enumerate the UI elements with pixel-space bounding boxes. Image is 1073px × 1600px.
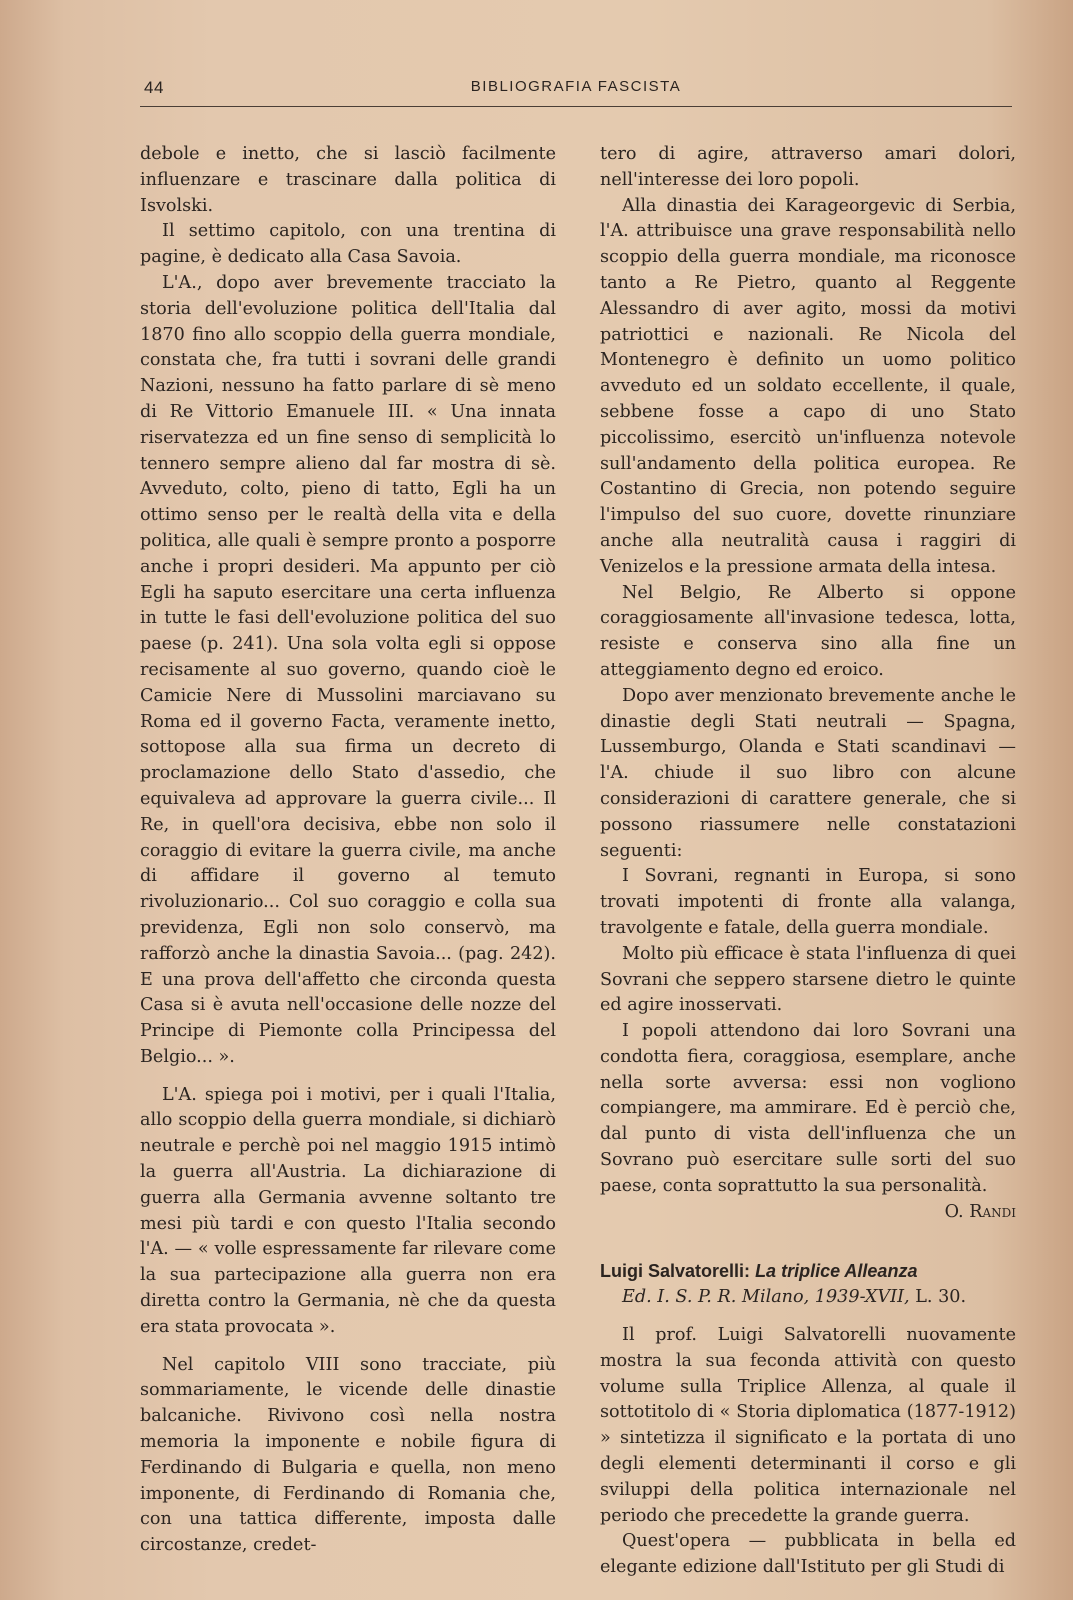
left-column [140, 142, 556, 1559]
paragraph: I popoli attendono dai loro Sovrani una condotta fiera, coraggiosa, esemplare, anche nella sorte avversa: essi non vogliono compiangere, ma ammirare. Ed è perciò che, dal punto di vista dell'influenza che un Sovrano può esercitare sulle sorti del suo paese, conta soprattutto la sua personalità. [600, 1021, 1016, 1196]
review-book-title: La triplice Alleanza [755, 1261, 918, 1282]
paragraph: Molto più efficace è stata l'influenza di quei Sovrani che seppero starsene dietro le quinte ed agire inosservati. [600, 943, 1016, 1016]
right-column [600, 142, 1016, 1581]
paragraph: Il settimo capitolo, con una trentina di pagine, è dedicato alla Casa Savoia. [140, 221, 556, 268]
page-number: 44 [144, 78, 164, 97]
review-heading [600, 1259, 1016, 1285]
review-publication [600, 1285, 1016, 1311]
paragraph: Nel capitolo VIII sono tracciate, più sommariamente, le vicende delle dinastie balcaniche. Rivivono così nella nostra memoria la imponente e nobile figura di Ferdinando di Bulgaria e quella, non meno imponente, di Ferdinando di Romania che, con una tattica differente, imposta dalle circostanze, credet- [140, 1354, 556, 1556]
header-rule [140, 106, 1012, 107]
paragraph: Quest'opera — pubblicata in bella ed elegante edizione dall'Istituto per gli Studi di [600, 1531, 1016, 1578]
paragraph: tero di agire, attraverso amari dolori, nell'interesse dei loro popoli. [600, 144, 1016, 190]
review-separator: : [744, 1261, 751, 1282]
review-author: Luigi Salvatorelli [600, 1261, 745, 1282]
paragraph: I Sovrani, regnanti in Europa, si sono trovati impotenti di fronte alla valanga, travolgente e fatale, della guerra mondiale. [600, 866, 1016, 938]
paragraph: L'A. spiega poi i motivi, per i quali l'Italia, allo scoppio della guerra mondiale, si dichiarò neutrale e perchè poi nel maggio 1915 intimò la guerra all'Austria. La dichiarazione di guerra alla Germania avvenne soltanto tre mesi più tardi e con questo l'Italia secondo l'A. — « volle espressamente far rilevare come la sua partecipazione alla guerra non era diretta contro la Germania, nè che da questa era stata provocata ». [140, 1084, 556, 1337]
review-price: L. 30. [915, 1287, 967, 1308]
review-publisher: Ed. I. S. P. R. Milano, 1939-XVII, [622, 1287, 910, 1308]
review-signature: O. Randi [944, 1201, 1016, 1222]
paragraph: Il prof. Luigi Salvatorelli nuovamente mostra la sua feconda attività con questo volume sulla Triplice Allenza, al quale il sottotitolo di « Storia diplomatica (1877-1912) » sintetizza il significato e la portata di uno degli elementi determinanti il corso e gli sviluppi della politica internazionale nel periodo che precedette la grande guerra. [600, 1325, 1016, 1526]
paragraph: Dopo aver menzionato brevemente anche le dinastie degli Stati neutrali — Spagna, Lussemburgo, Olanda e Stati scandinavi — l'A. chiude il suo libro con alcune considerazioni di carattere generale, che si possono riassumere nelle constatazioni seguenti: [600, 685, 1016, 861]
paragraph: Alla dinastia dei Karageorgevic di Serbia, l'A. attribuisce una grave responsabilità nello scoppio della guerra mondiale, ma riconosce tanto a Re Pietro, quanto al Reggente Alessandro di aver agito, mossi da motivi patriottici e nazionali. Re Nicola del Montenegro è definito un uomo politico avveduto ed un soldato eccellente, il quale, sebbene fosse a capo di uno Stato piccolissimo, esercitò un'influenza notevole sull'andamento della politica europea. Re Costantino di Grecia, non potendo seguire l'impulso del suo cuore, dovette rinunziare anche alla neutralità causa i raggiri di Venizelos e la pressione armata della intesa. [600, 195, 1016, 577]
paragraph: debole e inetto, che si lasciò facilmente influenzare e trascinare dalla politica di Isvolski. [140, 144, 556, 216]
paragraph: L'A., dopo aver brevemente tracciato la storia dell'evoluzione politica dell'Italia dal 1870 fino allo scoppio della guerra mondiale, constata che, fra tutti i sovrani delle grandi Nazioni, nessuno ha fatto parlare di sè meno di Re Vittorio Emanuele III. « Una innata riservatezza ed un fine senso di semplicità lo tennero sempre alieno dal far mostra di sè. Avveduto, colto, pieno di tatto, Egli ha un ottimo senso per le realtà della vita e della politica, alle quali è sempre pronto a posporre anche i propri desideri. Ma appunto per ciò Egli ha saputo esercitare una certa influenza in tutte le fasi dell'evoluzione politica del suo paese (p. 241). Una sola volta egli si oppose recisamente al suo governo, quando cioè le Camicie Nere di Mussolini marciavano su Roma ed il governo Facta, veramente inetto, sottopose alla sua firma un decreto di proclamazione dello Stato d'assedio, che equivaleva ad approvare la guerra civile... Il Re, in quell'ora decisiva, ebbe non solo il coraggio di evitare la guerra civile, ma anche di affidare il governo al temuto rivoluzionario... Col suo coraggio e colla sua previdenza, Egli non solo conservò, ma rafforzò anche la dinastia Savoia... (pag. 242). E una prova dell'affetto che circonda questa Casa si è avuta nell'occasione delle nozze del Principe di Piemonte colla Principessa del Belgio... ». [140, 272, 556, 1067]
running-title: BIBLIOGRAFIA FASCISTA [470, 78, 682, 95]
paragraph: Nel Belgio, Re Alberto si oppone coraggiosamente all'invasione tedesca, lotta, resiste e conserva sino alla fine un atteggiamento degno ed eroico. [600, 582, 1016, 680]
page-header [140, 78, 1012, 100]
